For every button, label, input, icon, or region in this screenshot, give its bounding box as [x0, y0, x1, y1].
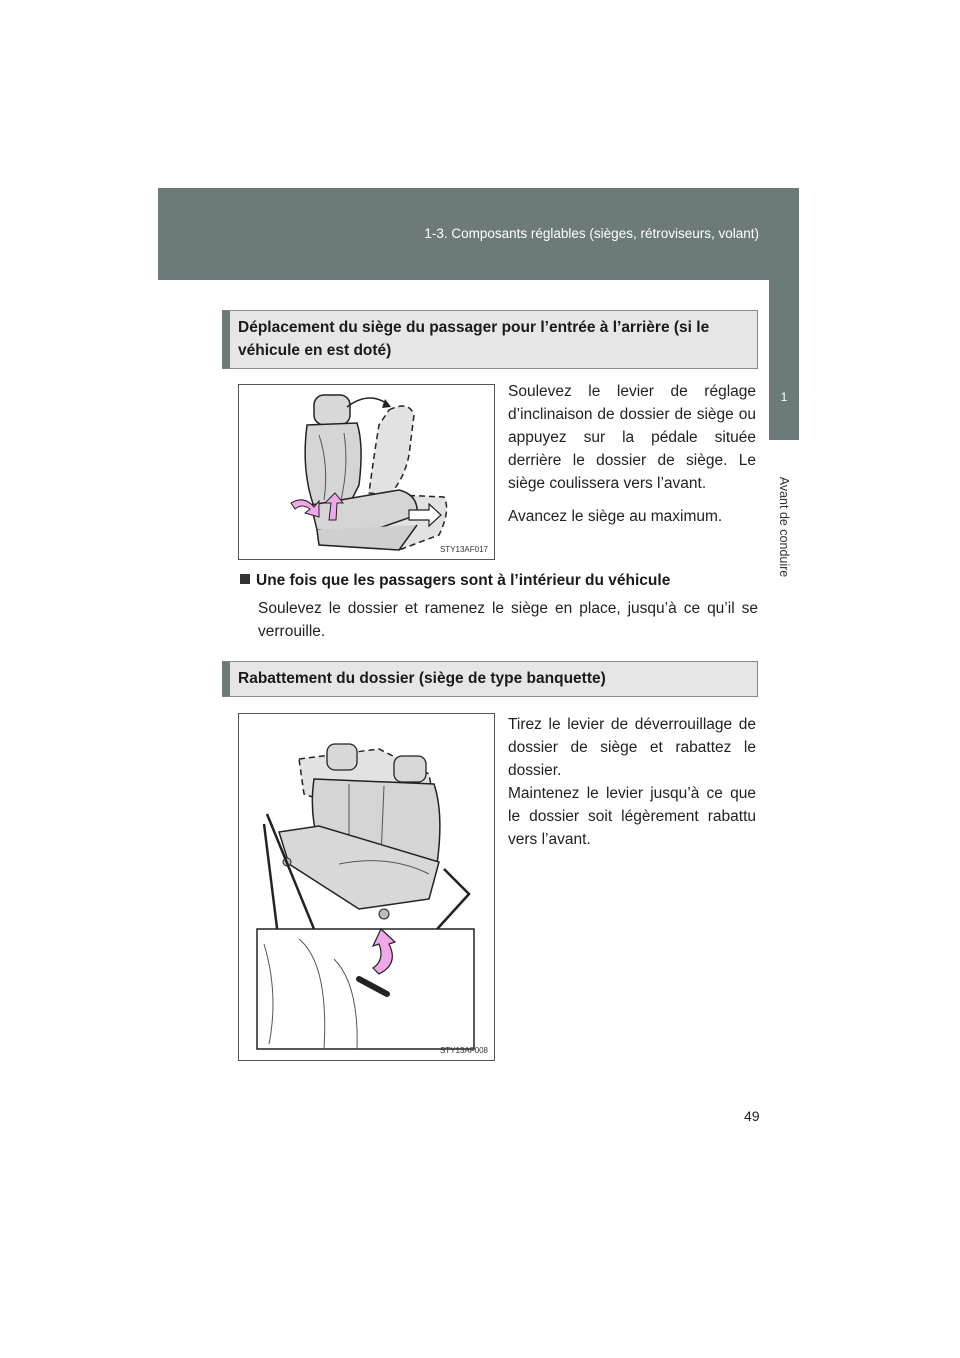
section2-body — [508, 713, 756, 861]
section1-paragraph-2: Avancez le siège au maximum. — [508, 508, 723, 525]
section-heading-bench-seat: Rabattement du dossier (siège de type banquette) — [222, 661, 758, 697]
figure-code-2: STY13AF008 — [439, 1046, 488, 1055]
bench-seat-illustration — [239, 714, 494, 1060]
section-heading-passenger-seat: Déplacement du siège du passager pour l’entrée à l’arrière (si le véhicule en est doté) — [222, 310, 758, 369]
figure-front-seat — [238, 384, 495, 560]
chapter-tab — [769, 280, 799, 440]
chapter-label-text: Avant de conduire — [777, 476, 791, 578]
front-seat-illustration — [239, 385, 494, 559]
page-number: 49 — [744, 1108, 760, 1124]
subsection-text: Soulevez le dossier et ramenez le siège en place, jusqu’à ce qu’il se verrouille. — [258, 600, 758, 640]
section2-paragraph-2: Maintenez le levier jusqu’à ce que le dossier soit légèrement rabattu vers l’avant. — [508, 785, 756, 848]
page-header-band — [158, 188, 799, 280]
bullet-square-icon — [240, 574, 250, 584]
figure-code-1: STY13AF017 — [439, 545, 488, 554]
subsection-title: Une fois que les passagers sont à l’intérieur du véhicule — [256, 572, 671, 589]
section1-body — [508, 380, 756, 538]
subsection-heading — [240, 571, 670, 591]
figure-bench-seat — [238, 713, 495, 1061]
section2-paragraph-1: Tirez le levier de déverrouillage de dossier de siège et rabattez le dossier. — [508, 716, 756, 779]
chapter-number: 1 — [780, 390, 788, 404]
running-header: 1-3. Composants réglables (sièges, rétroviseurs, volant) — [424, 226, 759, 241]
section1-paragraph-1: Soulevez le levier de réglage d’inclinaison de dossier de siège ou appuyez sur la pédale située derrière le dossier de siège. Le siège coulissera vers l’avant. — [508, 383, 756, 492]
chapter-label — [770, 452, 798, 602]
